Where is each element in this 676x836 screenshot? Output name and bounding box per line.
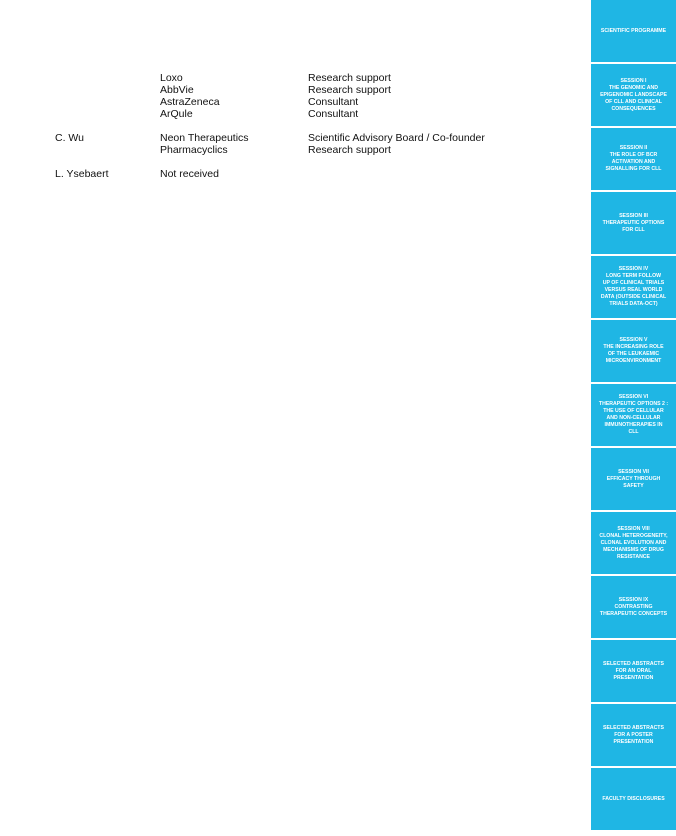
- company-column: [160, 132, 249, 156]
- nav-tab-session-4[interactable]: SESSION IV LONG TERM FOLLOW UP OF CLINICAL TRIALS VERSUS REAL WORLD DATA (OUTSIDE CLINICAL TRIALS DATA-OCT): [591, 256, 676, 318]
- disclosure-role: Consultant: [308, 96, 359, 108]
- role-column: [308, 72, 391, 120]
- nav-tab-poster-abstracts[interactable]: SELECTED ABSTRACTS FOR A POSTER PRESENTATION: [591, 704, 676, 766]
- disclosure-role: Research support: [308, 72, 391, 84]
- company-name: ArQule: [160, 108, 193, 120]
- company-name: Loxo: [160, 72, 183, 84]
- nav-tab-session-6[interactable]: SESSION VI THERAPEUTIC OPTIONS 2 : THE USE OF CELLULAR AND NON-CELLULAR IMMUNOTHERAPIES IN CLL: [591, 384, 676, 446]
- disclosure-role: Research support: [308, 144, 391, 156]
- nav-tab-scientific-programme[interactable]: SCIENTIFIC PROGRAMME: [591, 0, 676, 62]
- company-name: Not received: [160, 168, 219, 180]
- nav-tab-oral-abstracts[interactable]: SELECTED ABSTRACTS FOR AN ORAL PRESENTATION: [591, 640, 676, 702]
- company-column: [160, 72, 220, 120]
- disclosure-role: Scientific Advisory Board / Co-founder: [308, 132, 485, 144]
- nav-tab-session-7[interactable]: SESSION VII EFFICACY THROUGH SAFETY: [591, 448, 676, 510]
- nav-tab-session-2[interactable]: SESSION II THE ROLE OF BCR ACTIVATION AND SIGNALLING FOR CLL: [591, 128, 676, 190]
- disclosure-role: Research support: [308, 84, 391, 96]
- nav-tab-session-3[interactable]: SESSION III THERAPEUTIC OPTIONS FOR CLL: [591, 192, 676, 254]
- role-column: [308, 132, 485, 156]
- company-name: Neon Therapeutics: [160, 132, 249, 144]
- company-column: [160, 168, 219, 180]
- company-name: AstraZeneca: [160, 96, 220, 108]
- nav-tab-faculty-disclosures[interactable]: FACULTY DISCLOSURES: [591, 768, 676, 830]
- section-nav-sidebar: [591, 0, 676, 836]
- nav-tab-session-1[interactable]: SESSION I THE GENOMIC AND EPIGENOMIC LANDSCAPE OF CLL AND CLINICAL CONSEQUENCES: [591, 64, 676, 126]
- nav-tab-session-5[interactable]: SESSION V THE INCREASING ROLE OF THE LEUKAEMIC MICROENVIRONMENT: [591, 320, 676, 382]
- disclosure-name: L. Ysebaert: [55, 168, 109, 180]
- nav-tab-session-9[interactable]: SESSION IX CONTRASTING THERAPEUTIC CONCEPTS: [591, 576, 676, 638]
- disclosure-role: Consultant: [308, 108, 359, 120]
- disclosure-name: C. Wu: [55, 132, 84, 144]
- company-name: Pharmacyclics: [160, 144, 228, 156]
- nav-tab-session-8[interactable]: SESSION VIII CLONAL HETEROGENEITY, CLONAL EVOLUTION AND MECHANISMS OF DRUG RESISTANCE: [591, 512, 676, 574]
- company-name: AbbVie: [160, 84, 194, 96]
